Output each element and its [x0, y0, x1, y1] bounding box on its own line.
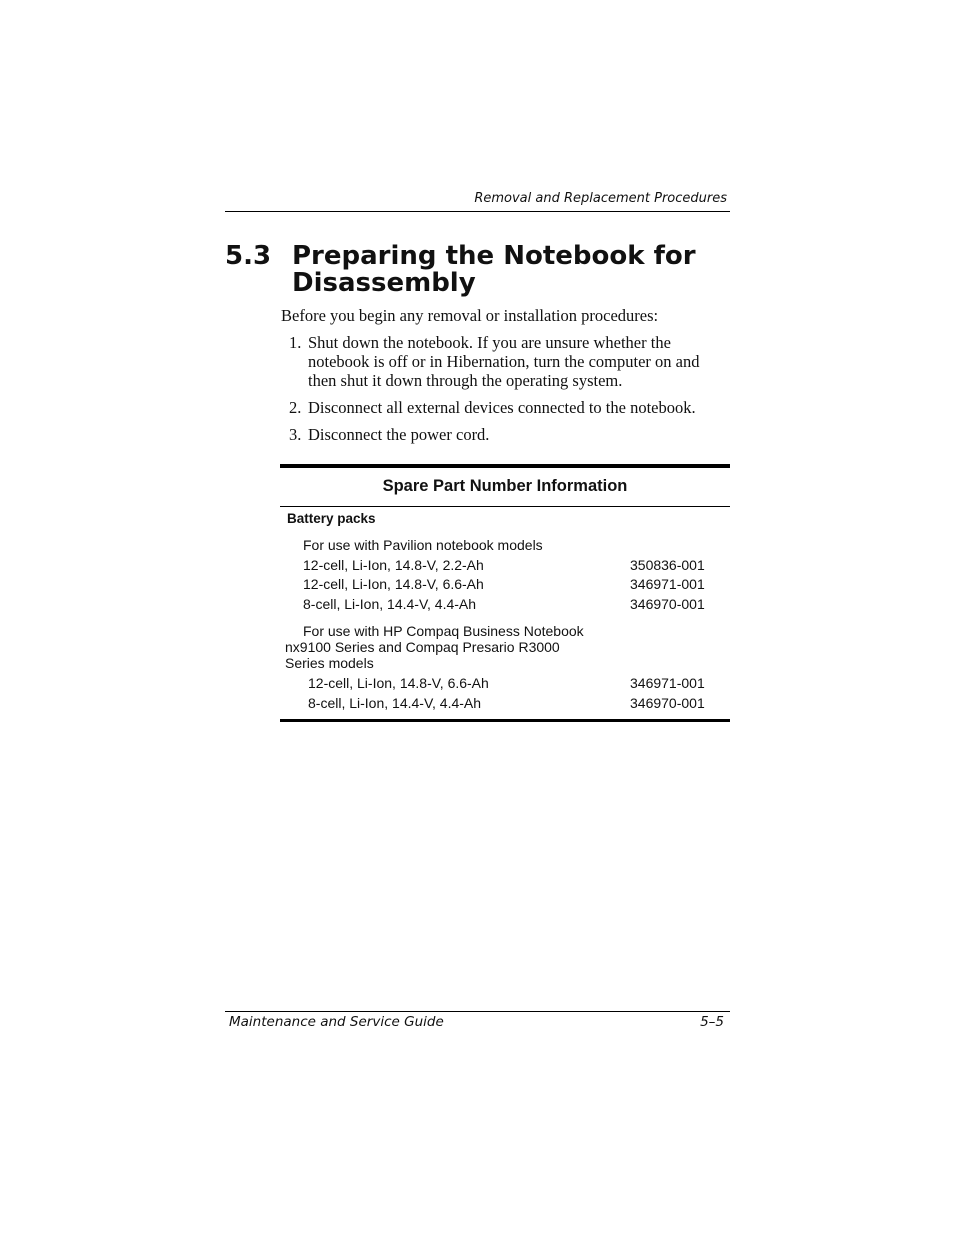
- part-description: 12-cell, Li-Ion, 14.8-V, 2.2-Ah: [303, 556, 484, 573]
- step-item: [289, 333, 729, 390]
- part-number: 346971-001: [630, 576, 705, 592]
- table-row: [280, 694, 730, 714]
- part-description: 8-cell, Li-Ion, 14.4-V, 4.4-Ah: [303, 595, 477, 612]
- step-text: Shut down the notebook. If you are unsure whether the notebook is off or in Hibernation, turn the computer on and then shut it down through the operating system.: [308, 333, 700, 390]
- section-title: Preparing the Notebook for Disassembly: [292, 241, 696, 298]
- group-heading-line: nx9100 Series and Compaq Presario R3000: [285, 639, 560, 655]
- header-rule: [225, 211, 730, 212]
- section-number: 5.3: [225, 241, 272, 271]
- step-item: [289, 398, 729, 417]
- table-group: [280, 614, 730, 719]
- footer-page-number: 5–5: [700, 1014, 724, 1030]
- group-heading: For use with Pavilion notebook models: [303, 537, 543, 553]
- table-row: [280, 595, 730, 615]
- table-row: [280, 674, 730, 694]
- step-number: 3.: [289, 425, 302, 444]
- part-description: 12-cell, Li-Ion, 14.8-V, 6.6-Ah: [303, 576, 484, 592]
- step-text: Disconnect all external devices connected to the notebook.: [308, 398, 696, 417]
- footer-rule: [225, 1011, 730, 1012]
- step-item: [289, 425, 729, 444]
- table-row: [280, 575, 730, 595]
- step-number: 1.: [289, 333, 302, 352]
- group-heading-line: Series models: [285, 655, 374, 671]
- spare-part-table: [280, 464, 730, 722]
- part-number: 346970-001: [630, 694, 705, 711]
- table-group: [280, 533, 730, 614]
- running-header: Removal and Replacement Procedures: [474, 191, 727, 206]
- part-description: 12-cell, Li-Ion, 14.8-V, 6.6-Ah: [308, 675, 489, 691]
- group-heading-line: For use with HP Compaq Business Notebook: [303, 623, 584, 639]
- step-number: 2.: [289, 398, 302, 417]
- table-category: Battery packs: [287, 511, 376, 526]
- table-row: [280, 556, 730, 576]
- step-text: Disconnect the power cord.: [308, 425, 490, 444]
- steps-list: [289, 333, 729, 452]
- table-title: Spare Part Number Information: [280, 468, 730, 507]
- part-number: 346970-001: [630, 595, 705, 612]
- part-number: 350836-001: [630, 556, 705, 573]
- part-description: 8-cell, Li-Ion, 14.4-V, 4.4-Ah: [308, 694, 482, 711]
- part-number: 346971-001: [630, 675, 705, 691]
- footer-guide-title: Maintenance and Service Guide: [229, 1014, 444, 1030]
- intro-paragraph: Before you begin any removal or installation procedures:: [281, 306, 659, 325]
